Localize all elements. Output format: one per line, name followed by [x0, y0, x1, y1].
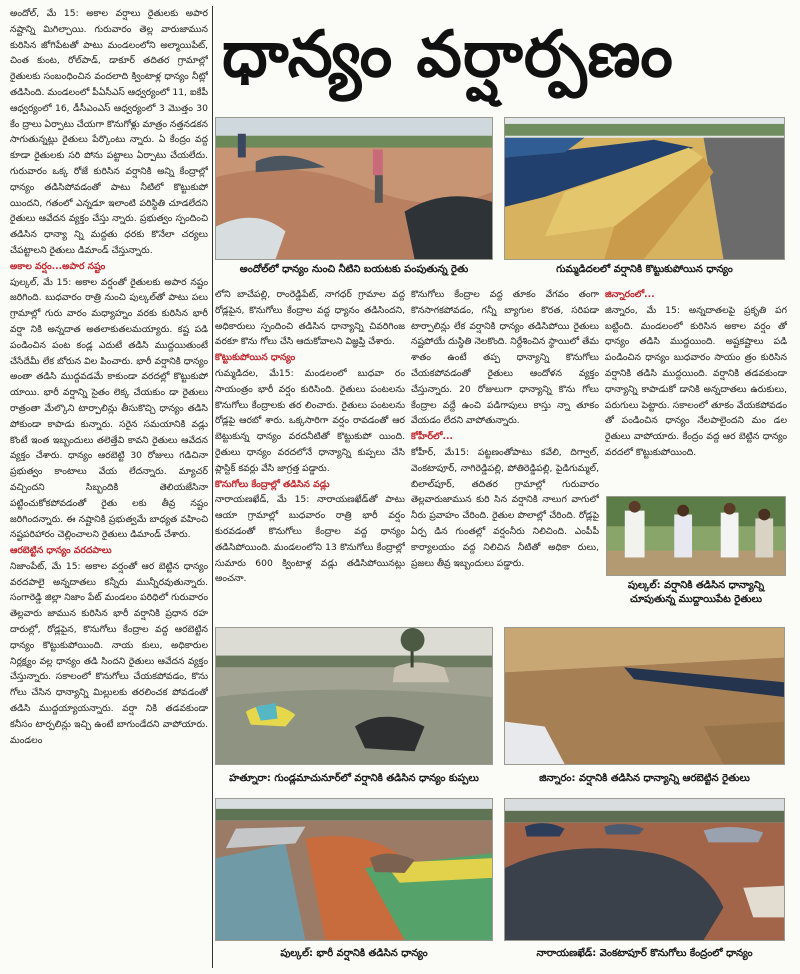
article-gummadidala: గుమ్మడిదల, మే15: మండలంలో బుధవా రం సాయంత్రం భారీ వర్షం కురిసింది. రైతులు పంటలను కొనుగోలు కేంద్రాలకు తర లించారు. రైతులు పంటలను రోడ్లపై ఆరబో శారు. ఒక్కసారిగా వర్షం రావడంతో ఆర బెట్టుకున్న ధాన్యం వరదనీటితో కొట్టుకుపో యింది. రైతులు ధాన్యం వరదలోనే ధాన్యాన్ని కుప్పలు చేసి ప్లాస్టిక్ కవర్లు వేసి జాగ్రత్త పడ్డారు.	[215, 367, 405, 474]
article-jinnaram: జిన్నారం, మే 15: అన్నదాతలపై ప్రకృతి పగ బట్టింది. మండలంలో కురిసిన అకాల వర్షం తో ధాన్యం తడిసి ముద్దయింది. అష్టకష్టాలు పడి పండించిన ధాన్యం బుధవారం సాయం త్రం కురిసిన వర్షానికి తడిసి ముద్దయింది. వర్షానికి తడవకుండా ధాన్యాన్ని కాపాడుకో డానికి అన్నదాతలు ఉరుకులు, పరుగులు పెట్టారు. సకాలంలో తూకం వేయకపోవడం తో పండించిన ధాన్యం నేలపాలైందని మం డల రైతులు వాపోయారు. కేంద్రం వద్ద ఆర బెట్టిన ధాన్యం వరదలో కొట్టుకుపోయింది.	[605, 304, 787, 458]
photo-narayankhed-center	[504, 798, 785, 941]
photo-hatnura-heaps	[215, 627, 493, 765]
article-andol: అందోల్, మే 15: అకాల వర్షాలు రైతులకు అపార నష్టాన్ని మిగిల్చాయి. గురువారం తెల్ల వారుజామున కురిసిన జోగిపేటతో పాటు మండలంలోని అల్మాయిపేట్, చింత కుంట, రోల్‌పాడ్, డాకూర్ తదితర గ్రామాల్లో రైతులకు సంబంధించిన వందలాది క్వింటాళ్ల ధాన్యం నీట్లో తడిసింది. మండలంలో పీఏసీఎస్ ఆధ్వర్యంలో 11, ఐకేపీ ఆధ్వర్యంలో 16, డీసీఎంఎస్ ఆధ్వర్యంలో 3 మొత్తం 30 కేం ద్రాలు ఏర్పాటు చేయగా కొనుగోళ్లు మాత్రం నత్తనడకన సాగుతున్నట్లు రైతులు పేర్కొంటు న్నారు. ఏ కేంద్రం వద్ద కూడా రైతులకు సరి పోను పట్టాలు ఏర్పాటు చేయలేదు. గురువారం ఒక్క రోజే కురిసిన వర్షానికి అన్ని కేంద్రాల్లో ధాన్యం తడిసిపోవడంతో పాటు నీటిలో కొట్టుకుపో యిందని, గతంలో ఎన్నడూ ఇలాంటి పరిస్థితి చూడలేదని రైతులు ఆవేదన వ్యక్తం చేస్తు న్నారు. ప్రభుత్వం స్పందించి తడిసిన ధాన్యా న్ని మద్దతు ధరకు కొనేలా చర్యలు చేపట్టాలని రైతులు డిమాండ్ చేస్తున్నారు.	[10, 8, 208, 256]
photo-andol-farmer	[215, 117, 493, 260]
article-narayankhed: నారాయణఖేడ్, మే 15: నారాయణఖేడ్‌తో పాటు ఆయా గ్రామాల్లో బుధవారం రాత్రి భారీ వర్షం కురవడంతో కొనుగోలు కేంద్రాల వద్ద ధాన్యం తడిసిపోయింది. మండలంలోని 13 కొనుగోలు కేంద్రాల్లో సుమారు 600 క్వింటాళ్ల వడ్లు తడిసిపోయినట్లు అంచనా.	[215, 494, 405, 585]
subheading-narayankhed: కొనుగోలు కేంద్రాల్లో తడిసిన వడ్లు	[215, 478, 330, 490]
page-headline: ధాన్యం వర్షార్పణం	[222, 17, 674, 92]
article-column-3	[411, 287, 599, 617]
article-kohir: కోహీర్, మే15: పట్టణంతోపాటు కవేలి, దిగ్వాల్, వెంకటాపూర్, నాగిరెడ్డిపల్లి, పోతిరెడ్డిపల్లి, పైడిగుమ్మల్, బిలాల్‌పూర్, తదితర గ్రామాల్లో గురువారం తెల్లవారుజామున కురి సిన వర్షానికి నాలుగ వాగులో నీరు ప్రవాహం చేరింది. రైతుల పొలాల్లో చేరింది. రోడ్లపై ఏర్ప డిన గుంతల్లో వర్షంనీరు నిలిచింది. ఎంపీపీ కార్యాలయం వద్ద నిలిచిన నీటితో అధికా రులు, ప్రజలు తీవ్ర ఇబ్బందులు పడ్డారు.	[411, 446, 599, 569]
photo-pulkal-farmers	[606, 496, 786, 576]
article-column-2	[215, 287, 405, 617]
photo-jinnaram-drying	[504, 627, 785, 765]
caption-gummadidala: గుమ్మడిదలలో వర్షానికి కొట్టుకుపోయిన ధాన్యం	[556, 264, 733, 275]
subheading-kohir: కోహీర్‌లో...	[411, 431, 453, 443]
subheading-jinnaram: జిన్నారంలో...	[605, 289, 655, 300]
subheading-pulkal: అకాల వర్షం...అపార నష్టం	[10, 260, 106, 272]
article-nizampet-cont: లోని బాచేపల్లి, రాంరెడ్డిపేట్, నాగధర్ గ్రామాల వద్ద రోడ్లపైన, కొనుగోలు కేంద్రాల వద్ద ధ్యానం తడిసిందని, అధికారులు స్పందించి తడిసిన ధాన్యాన్ని చివరిగింజ వరకూ కొను గోలు చేసి ఆదుకోవాలని విజ్ఞప్తి చేశారు.	[215, 289, 405, 348]
article-column-1	[10, 6, 208, 972]
caption-hatnura: హత్నూరా: గుండ్లమాచునూర్‌లో వర్షానికి తడిసిన ధాన్యం కుప్పలు	[229, 773, 479, 784]
caption-andol: అందోల్‌లో ధాన్యం నుంచి నీటిని బయటకు పంపుతున్న రైతు	[239, 264, 469, 275]
caption-jinnaram: జిన్నారం: వర్షానికి తడిసిన ధాన్యాన్ని ఆరబెట్టిన రైతులు	[539, 773, 750, 784]
photo-gummadidala-road	[504, 117, 785, 260]
photo-pulkal-rain	[215, 798, 493, 941]
caption-pulkal-farmers: పుల్కల్: వర్షానికి తడిసిన ధాన్యాన్ని చూపుతున్న ముద్దాయిపేట రైతులు	[627, 580, 765, 605]
caption-pulkal-rain: పుల్కల్: భారీ వర్షానికి తడిసిన ధాన్యం	[280, 948, 428, 959]
article-nizampet: నిజాంపేట్, మే 15: అకాల వర్షంతో ఆర బెట్టిన ధాన్యం వరదపాలై అన్నదాతలు కన్నీరు మున్నీరవుతున్నారు. సంగారెడ్డి జిల్లా నిజాం పేట్ మండలం పరిధిలో గురువారం తెల్లవారు జామున కురిసిన భారీ వర్షానికి ప్రధాన రహ దారుల్లో, రోడ్లపైన, కొనుగోలు కేంద్రాల వద్ద ఆరబెట్టిన ధాన్యం కొట్టుకుపోయింది. నాయ కులు, అధికారుల నిర్లక్ష్యం వల్ల ధాన్యం తడి సిందని రైతులు ఆవేదన వ్యక్తం చేస్తున్నారు. సకాలంలో కొనుగోలు చేయకపోవడం, కొను గోలు చేసిన ధాన్యాన్ని మిల్లులకు తరలించక పోవడంతో తడిసి ముద్దయ్యాయన్నారు. వర్షా నికి తడవకుండా కనీసం టార్పలిన్లు ఇచ్చి ఉంటే బాగుండేదని వాపోయారు. మండలం	[10, 560, 208, 746]
article-pulkal: పుల్కల్, మే 15: అకాల వర్షంతో రైతులకు అపార నష్టం జరిగింది. బుధవారం రాత్రి నుంచి పుల్కల్‌తో పాటు పలు గ్రామాల్లో గురు వారం మధ్యాహ్నం వరకు కురిసిన భారీ వర్షా నికి అన్నదాత అతలాకుతలమయ్యారు. కష్ట పడి పండించిన పంట కండ్ల ఎదుటే తడిసి ముద్దయితుంటే చేసేదేమీ లేక బోరున విల పించారు. భారీ వర్షానికి ధాన్యం అంతా తడిసి ముద్దవడమే కాకుండా వరదల్లో కొట్టుకుపో యాయి. భారీ వర్షాన్ని సైతం లెక్క చేయకుం డా రైతులు రాత్రంతా మేల్కొని టార్పాలిన్లు తీసుకొచ్చి ధాన్యం తడిసి పోకుండా కాపాడు కున్నారు. సరైన సమయానికి వడ్లు కొంటే ఇంత ఇబ్బందులు తలెత్తేవి కావని రైతులు ఆవేదన వ్యక్తం చేశారు. ధాన్యం ఆరబెట్టి 30 రోజులు గడిచినా ప్రభుత్వం కాంటాలు వేయ లేదన్నారు. మ్యాచర్ వచ్చిందని సిబ్బందికి తెలియజేసినా పట్టించుకోకపోవడంతో రైతు లకు తీవ్ర నష్టం జరిగిందన్నారు. ఈ నష్టానికి ప్రభుత్వమే బాధ్యత వహించి నష్టపరిహారం చెల్లించాలని రైతులు డిమాండ్ చేశారు.	[10, 276, 208, 541]
subheading-gummadidala: కొట్టుకుపోయిన ధాన్యం	[215, 352, 296, 364]
subheading-nizampet: ఆరబెట్టిన ధాన్యం వరదపాలు	[10, 545, 112, 557]
column-rule	[212, 6, 213, 968]
article-narayankhed-cont: కొనుగోలు కేంద్రాల వద్ద తూకం వేగవం తంగా కొనసాగకపోవడం, గన్నీ బ్యాగుల కొరత, సరిపడా టార్పాలిన్లు లేక వర్షానికి ధాన్యం తడిసిపోయి రైతులు నష్టపోయే దుస్థితి నెలకొంది. నిర్దేశించిన స్థాయిలో తేమ శాతం ఉంటే తప్ప ధాన్యాన్ని కొనుగోలు చేయకపోవడంతో రైతులు ఆందోళన వ్యక్తం చేస్తున్నారు. 20 రోజులుగా ధాన్యాన్ని కొను గోలు కేంద్రాల వద్దే ఉంచి పడిగాపులు కాస్తు న్నా తూకం వేయడం లేదని వాపోతున్నారు.	[411, 289, 599, 427]
caption-narayankhed: నారాయణఖేడ్: వెంకటాపూర్ కొనుగోలు కేంద్రంలో ధాన్యం	[536, 948, 753, 959]
article-column-4	[605, 287, 787, 493]
